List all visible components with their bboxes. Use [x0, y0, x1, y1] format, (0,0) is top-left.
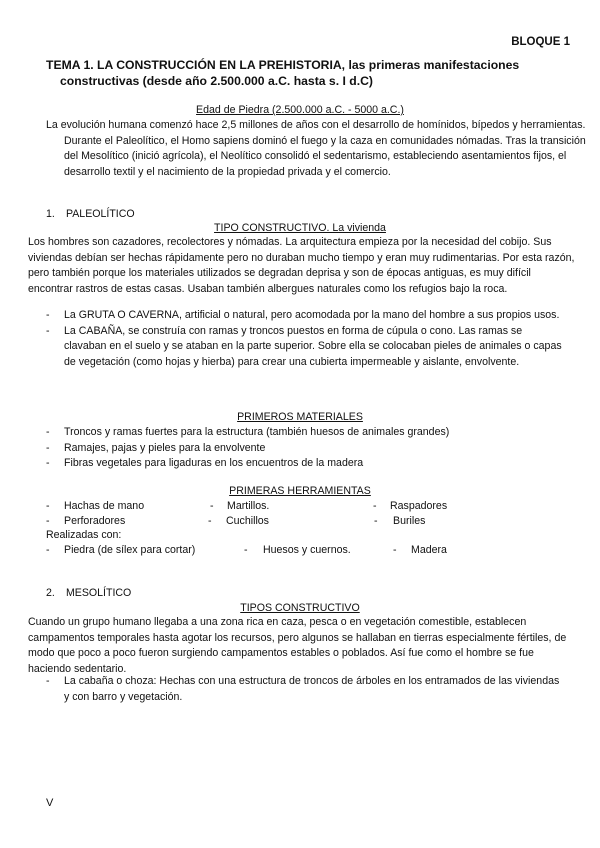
materiales-heading-text: PRIMEROS MATERIALES — [237, 411, 363, 423]
tipo-constructivo-text: TIPO CONSTRUCTIVO. La vivienda — [214, 222, 386, 234]
herramientas-heading — [0, 484, 600, 500]
herramientas-row-2: - Perforadores - Cuchillos - Buriles — [46, 514, 566, 530]
mesolitico-tipos-list — [46, 674, 566, 705]
realizadas-row: - Piedra (de sílex para cortar) - Huesos y cuernos. - Madera — [46, 543, 566, 559]
section-mesolitico-heading — [46, 586, 131, 602]
materiales-heading — [0, 410, 600, 426]
paleolitico-intro: Los hombres son cazadores, recolectores y nómadas. La arquitectura empieza por la necesidad del cobijo. Sus viviendas debían ser hechas rápidamente pero no duraban mucho tiempo y eran muy rudimentarias. Por esta razón, pero también porque los materiales utilizados se degradan deprisa y son de épocas antiguas, es muy difícil encontrar rastros de estas casas. Usaban también albergues naturales como los refugios bajo la roca. — [28, 236, 575, 295]
list-item: - Troncos y ramas fuertes para la estructura (también huesos de animales grandes) — [46, 426, 450, 438]
herramienta-item: Buriles — [393, 515, 426, 527]
section-number: 1. — [46, 208, 55, 220]
edad-heading-text: Edad de Piedra (2.500.000 a.C. - 5000 a.C.) — [196, 104, 404, 116]
tipos-constructivo-text: TIPOS CONSTRUCTIVO — [240, 602, 360, 614]
title-line-1: TEMA 1. LA CONSTRUCCIÓN EN LA PREHISTORIA, las primeras manifestaciones — [46, 58, 520, 72]
materiales-list — [46, 425, 566, 472]
title-line-2: constructivas (desde año 2.500.000 a.C. hasta s. I d.C) — [60, 74, 373, 88]
list-item: - La CABAÑA, se construía con ramas y troncos puestos en forma de cúpula o cono. Las ramas se clavaban en el suelo y se ataban en la parte superior. Sobre ella se colocaban pieles de animales o capas de vegetación (como hojas y hierba) para crear una cubierta impermeable y aislante, envolvente. — [46, 324, 562, 368]
edad-paragraph: La evolución humana comenzó hace 2,5 millones de años con el desarrollo de homínidos, bípedos y herramientas. Durante el Paleolítico, el Homo sapiens dominó el fuego y la caza en comunidades nómadas. Tras la transición del Mesolítico (inició agrícola), el Neolítico consolidó el sedentarismo, estableciendo asentamientos fijos, el desarrollo textil y el nacimiento de la propiedad privada y el comercio. — [46, 119, 586, 178]
section-title: PALEOLÍTICO — [65, 208, 135, 220]
herramienta-item: Perforadores — [64, 515, 126, 527]
list-item: - La cabaña o choza: Hechas con una estructura de troncos de árboles en los entramados de las viviendas y con barro y vegetación. — [46, 675, 560, 703]
herramientas-row-1: - Hachas de mano - Martillos. - Raspadores — [46, 499, 566, 515]
realizada-item: Piedra (de sílex para cortar) — [64, 544, 196, 556]
page-title — [46, 57, 546, 89]
list-item: - Ramajes, pajas y pieles para la envolvente — [46, 441, 266, 454]
realizada-item: Madera — [411, 544, 447, 556]
section-number: 2. — [46, 587, 55, 599]
herramienta-item: Hachas de mano — [64, 500, 145, 512]
section-title: MESOLÍTICO — [65, 587, 132, 599]
bloque-label: BLOQUE 1 — [511, 36, 570, 48]
list-item: - Fibras vegetales para ligaduras en los encuentros de la madera — [46, 457, 364, 470]
list-item: - La GRUTA O CAVERNA, artificial o natural, pero acomodada por la mano del hombre a sus propios usos. — [46, 309, 560, 321]
footer-mark: V — [46, 797, 54, 809]
herramienta-item: Raspadores — [390, 500, 448, 512]
paleolitico-tipos-list — [46, 308, 566, 370]
herramientas-heading-text: PRIMERAS HERRAMIENTAS — [229, 485, 371, 497]
herramienta-item: Cuchillos — [226, 515, 269, 527]
realizadas-label: Realizadas con: — [46, 529, 122, 541]
edad-heading — [0, 103, 600, 119]
herramienta-item: Martillos. — [227, 500, 270, 512]
realizada-item: Huesos y cuernos. — [263, 544, 351, 556]
mesolitico-intro: Cuando un grupo humano llegaba a una zona rica en caza, pesca o en vegetación comestible, establecen campamentos temporales hasta agotar los recursos, pero algunos se hallaban en tierras especialmente fértiles, de modo que poco a poco fueron surgiendo campamentos estables o poblados. Así fue como el hombre se fue haciendo sedentario. — [28, 616, 567, 675]
